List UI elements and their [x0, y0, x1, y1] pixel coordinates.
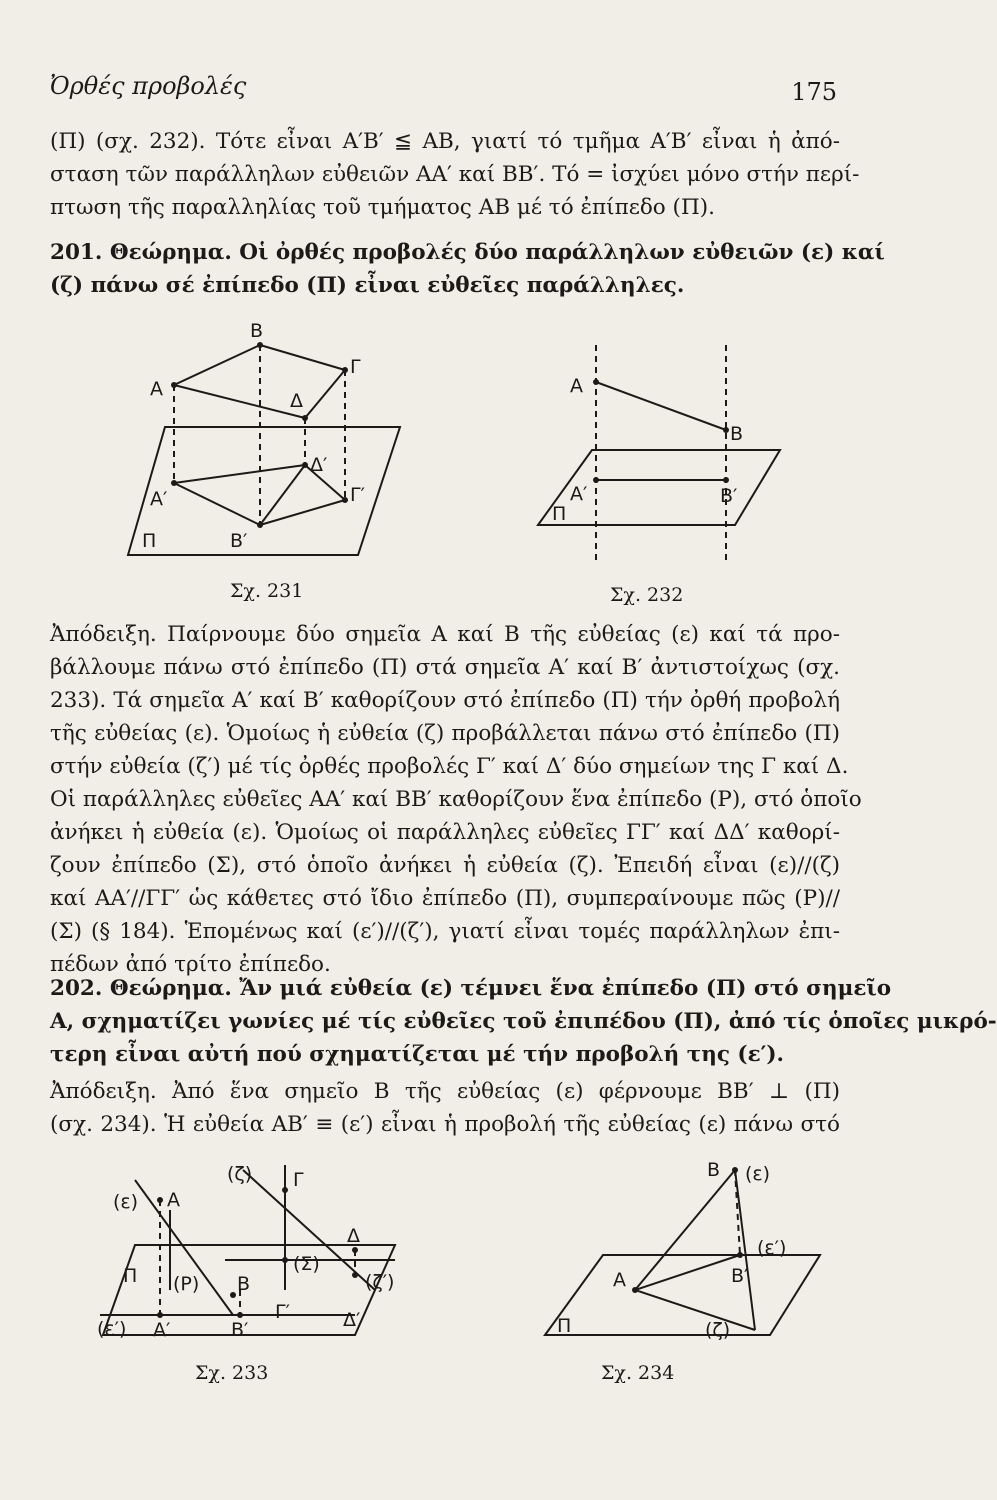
figure-231: [100, 315, 440, 602]
point-G1: [342, 497, 348, 503]
label-G1: Γ′: [275, 1301, 290, 1323]
text-line: 202. Θεώρημα. Ἄν μιά εὐθεία (ε) τέμνει ἕνα ἐπίπεδο (Π) στό σημεῖο: [50, 976, 892, 1001]
point-A1: [157, 1312, 163, 1318]
text-line: (σχ. 234). Ἡ εὐθεία ΑΒ′ ≡ (ε′) εἶναι ἡ προβολή τῆς εὐθείας (ε) πάνω στό: [50, 1112, 840, 1137]
line-e: [635, 1170, 735, 1290]
line-AD: [174, 385, 305, 418]
label-B1: Β′: [731, 1265, 749, 1287]
figure-233: [95, 1150, 435, 1384]
page-number: 175: [791, 78, 837, 106]
label-z1: (ζ′): [365, 1271, 395, 1293]
label-B: Β: [707, 1159, 721, 1181]
figure-233-drawing: [95, 1150, 435, 1360]
point-A: [157, 1197, 163, 1203]
figure-231-caption: Σχ. 231: [230, 580, 304, 602]
running-header-title: Ὀρθές προβολές: [50, 72, 247, 100]
point-B1: [257, 522, 263, 528]
label-P: Π: [557, 1315, 572, 1337]
text-line: (Σ) (§ 184). Ἑπομένως καί (ε′)//(ζ′), γιατί εἶναι τομές παράλληλων ἐπι-: [50, 919, 840, 944]
line-Bz: [735, 1170, 755, 1330]
label-G: Γ: [350, 356, 361, 378]
point-B1: [737, 1252, 743, 1258]
text-line: τῆς εὐθείας (ε). Ὁμοίως ἡ εὐθεία (ζ) προβάλλεται πάνω στό ἐπίπεδο (Π): [50, 721, 840, 746]
text-line: τερη εἶναι αὐτή πού σχηματίζεται μέ τήν προβολή της (ε′).: [50, 1042, 785, 1067]
text-line: στήν εὐθεία (ζ′) μέ τίς ὀρθές προβολές Γ′ καί Δ′ δύο σημείων της Γ καί Δ.: [50, 754, 849, 779]
text-line: (ζ) πάνω σέ ἐπίπεδο (Π) εἶναι εὐθεῖες παράλληλες.: [50, 273, 685, 298]
text-line: 201. Θεώρημα. Οἱ ὀρθές προβολές δύο παράλληλων εὐθειῶν (ε) καί: [50, 240, 885, 265]
label-D1: Δ′: [343, 1309, 361, 1331]
intro-paragraph: [50, 125, 860, 224]
label-A: Α: [167, 1189, 180, 1211]
text-line: πτωση τῆς παραλληλίας τοῦ τμήματος ΑΒ μέ τό ἐπίπεδο (Π).: [50, 195, 715, 220]
point-A1: [593, 477, 599, 483]
text-line: Οἱ παράλληλες εὐθεῖες ΑΑ′ καί ΒΒ′ καθορίζουν ἕνα ἐπίπεδο (Ρ), στό ὁποῖο: [50, 787, 862, 812]
label-P: Π: [142, 530, 157, 552]
point-B1: [723, 477, 729, 483]
point-G: [282, 1187, 288, 1193]
label-B1: Β′: [720, 485, 738, 507]
line-z: [635, 1290, 755, 1330]
label-e: (ε): [745, 1163, 771, 1185]
label-A: Α: [613, 1269, 626, 1291]
text-line: καί ΑΑ′//ΓΓ′ ὡς κάθετες στό ἴδιο ἐπίπεδο (Π), συμπεραίνουμε πῶς (Ρ)//: [50, 886, 840, 911]
plane-pi: [545, 1255, 820, 1335]
label-e: (ε): [113, 1191, 139, 1213]
label-z: (ζ): [705, 1319, 731, 1341]
label-A1: Α′: [150, 488, 168, 510]
point-D: [352, 1247, 358, 1253]
label-D: Δ: [290, 390, 303, 412]
point-B: [257, 342, 263, 348]
label-D1: Δ′: [310, 454, 328, 476]
text-line: Ἀπόδειξη. Ἀπό ἕνα σημεῖο Β τῆς εὐθείας (ε) φέρνουμε ΒΒ′ ⊥ (Π): [50, 1079, 840, 1104]
label-B: Β: [250, 320, 264, 342]
label-R: (Ρ): [173, 1273, 200, 1295]
text-line: 233). Τά σημεῖα Α′ καί Β′ καθορίζουν στό ἐπίπεδο (Π) τήν ὀρθή προβολή: [50, 688, 840, 713]
line-A1D1: [174, 465, 305, 483]
point-G1: [282, 1257, 288, 1263]
label-P: Π: [552, 503, 567, 525]
point-B: [230, 1292, 236, 1298]
text-line: ζουν ἐπίπεδο (Σ), στό ὁποῖο ἀνήκει ἡ εὐθεία (ζ). Ἐπειδή εἶναι (ε)//(ζ): [50, 853, 840, 878]
proof-201: [50, 618, 862, 981]
label-z: (ζ): [227, 1163, 253, 1185]
line-AB: [596, 382, 726, 430]
line-DG: [305, 370, 345, 418]
label-e1: (ε′): [97, 1318, 127, 1340]
point-A: [632, 1287, 638, 1293]
line-BG: [260, 345, 345, 370]
label-B1: Β′: [230, 530, 248, 552]
line-AB: [174, 345, 260, 385]
label-A: Α: [570, 375, 583, 397]
figure-234-drawing: [535, 1150, 835, 1360]
point-D1: [302, 462, 308, 468]
proof-202: [50, 1075, 840, 1141]
point-B: [732, 1167, 738, 1173]
label-B: Β: [237, 1273, 251, 1295]
label-A1: Α′: [153, 1319, 171, 1341]
point-G: [342, 367, 348, 373]
label-D: Δ: [347, 1225, 360, 1247]
label-G1: Γ′: [350, 484, 365, 506]
line-B1G1: [260, 500, 345, 525]
label-B1: Β′: [231, 1319, 249, 1341]
label-A: Α: [150, 378, 163, 400]
point-A: [593, 379, 599, 385]
text-line: βάλλουμε πάνω στό ἐπίπεδο (Π) στά σημεῖα Α′ καί Β′ ἀντιστοίχως (σχ.: [50, 655, 840, 680]
figure-233-caption: Σχ. 233: [195, 1362, 269, 1384]
label-B: Β: [730, 423, 744, 445]
figure-234: [535, 1150, 835, 1384]
figure-232-caption: Σχ. 232: [610, 584, 684, 606]
point-A1: [171, 480, 177, 486]
theorem-201: [50, 236, 885, 302]
label-e1: (ε′): [757, 1237, 787, 1259]
point-D: [302, 415, 308, 421]
line-A1B1: [174, 483, 260, 525]
text-line: Α, σχηματίζει γωνίες μέ τίς εὐθεῖες τοῦ ἐπιπέδου (Π), ἀπό τίς ὁποῖες μικρό-: [50, 1009, 997, 1034]
figure-232: [530, 330, 790, 606]
text-line: (Π) (σχ. 232). Τότε εἶναι Α′Β′ ≦ ΑΒ, γιατί τό τμῆμα Α′Β′ εἶναι ἡ ἀπό-: [50, 129, 840, 154]
label-A1: Α′: [570, 483, 588, 505]
label-G: Γ: [293, 1169, 304, 1191]
point-D1: [352, 1272, 358, 1278]
figure-232-drawing: [530, 330, 790, 570]
theorem-202: [50, 972, 997, 1071]
label-S: (Σ): [293, 1253, 320, 1275]
label-P: Π: [123, 1265, 138, 1287]
text-line: Ἀπόδειξη. Παίρνουμε δύο σημεῖα Α καί Β τῆς εὐθείας (ε) καί τά προ-: [50, 622, 840, 647]
point-B: [723, 427, 729, 433]
figure-231-drawing: [100, 315, 440, 580]
text-line: σταση τῶν παράλληλων εὐθειῶν ΑΑ′ καί ΒΒ′. Τό = ἰσχύει μόνο στήν περί-: [50, 162, 860, 187]
point-A: [171, 382, 177, 388]
text-line: ἀνήκει ἡ εὐθεία (ε). Ὁμοίως οἱ παράλληλες εὐθεῖες ΓΓ′ καί ΔΔ′ καθορί-: [50, 820, 840, 845]
figure-234-caption: Σχ. 234: [601, 1362, 675, 1384]
line-B1D1: [260, 465, 305, 525]
text-line: πέδων ἀπό τρίτο ἐπίπεδο.: [50, 952, 331, 977]
point-B1: [237, 1312, 243, 1318]
